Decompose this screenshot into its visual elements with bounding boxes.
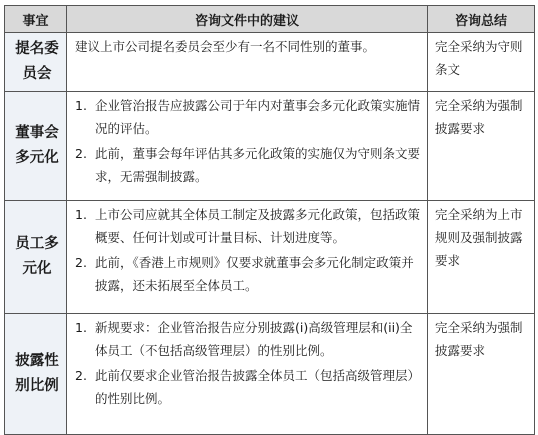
list-item bbox=[75, 94, 421, 140]
row-summary: 完全采纳为强制披露要求 bbox=[428, 314, 535, 435]
recommendations-table bbox=[4, 5, 535, 435]
list-item bbox=[75, 203, 421, 249]
suggestion-list bbox=[75, 94, 421, 188]
list-item-number: 2. bbox=[75, 255, 87, 270]
row-summary: 完全采纳为守则条文 bbox=[428, 33, 535, 92]
row-summary: 完全采纳为强制披露要求 bbox=[428, 92, 535, 201]
list-item bbox=[75, 364, 421, 410]
row-topic: 提名委员会 bbox=[5, 33, 67, 92]
header-suggestion: 咨询文件中的建议 bbox=[67, 6, 428, 33]
list-item-text: 此前，《香港上市规则》仅要求就董事会多元化制定政策并披露，还未拓展至全体员工。 bbox=[95, 255, 414, 293]
list-item bbox=[75, 251, 421, 297]
list-item-text: 此前，董事会每年评估其多元化政策的实施仅为守则条文要求，无需强制披露。 bbox=[95, 146, 421, 184]
row-suggestion bbox=[67, 92, 428, 201]
list-item-text: 此前仅要求企业管治报告披露全体员工（包括高级管理层）的性别比例。 bbox=[95, 368, 421, 406]
list-item-number: 1. bbox=[75, 207, 87, 222]
table-row bbox=[5, 201, 535, 314]
list-item bbox=[75, 142, 421, 188]
table-row bbox=[5, 92, 535, 201]
recommendations-table-container bbox=[4, 5, 534, 435]
table-row bbox=[5, 314, 535, 435]
list-item-number: 2. bbox=[75, 368, 87, 383]
row-topic: 披露性别比例 bbox=[5, 314, 67, 435]
list-item-text: 企业管治报告应披露公司于年内对董事会多元化政策实施情况的评估。 bbox=[95, 98, 421, 136]
suggestion-list bbox=[75, 203, 421, 297]
row-suggestion bbox=[67, 201, 428, 314]
list-item-number: 1. bbox=[75, 98, 87, 113]
list-item-text: 新规要求：企业管治报告应分别披露(i)高级管理层和(ii)全体员工（不包括高级管理层）的性别比例。 bbox=[95, 320, 413, 358]
row-summary: 完全采纳为上市规则及强制披露要求 bbox=[428, 201, 535, 314]
row-topic: 员工多元化 bbox=[5, 201, 67, 314]
table-row bbox=[5, 33, 535, 92]
list-item-number: 2. bbox=[75, 146, 87, 161]
row-topic: 董事会多元化 bbox=[5, 92, 67, 201]
table-header-row bbox=[5, 6, 535, 33]
suggestion-text: 建议上市公司提名委员会至少有一名不同性别的董事。 bbox=[75, 39, 376, 54]
row-suggestion bbox=[67, 314, 428, 435]
header-topic: 事宜 bbox=[5, 6, 67, 33]
list-item bbox=[75, 316, 421, 362]
list-item-number: 1. bbox=[75, 320, 87, 335]
header-summary: 咨询总结 bbox=[428, 6, 535, 33]
row-suggestion bbox=[67, 33, 428, 92]
list-item-text: 上市公司应就其全体员工制定及披露多元化政策，包括政策概要、任何计划或可计量目标、计划进度等。 bbox=[95, 207, 421, 245]
suggestion-list bbox=[75, 316, 421, 410]
